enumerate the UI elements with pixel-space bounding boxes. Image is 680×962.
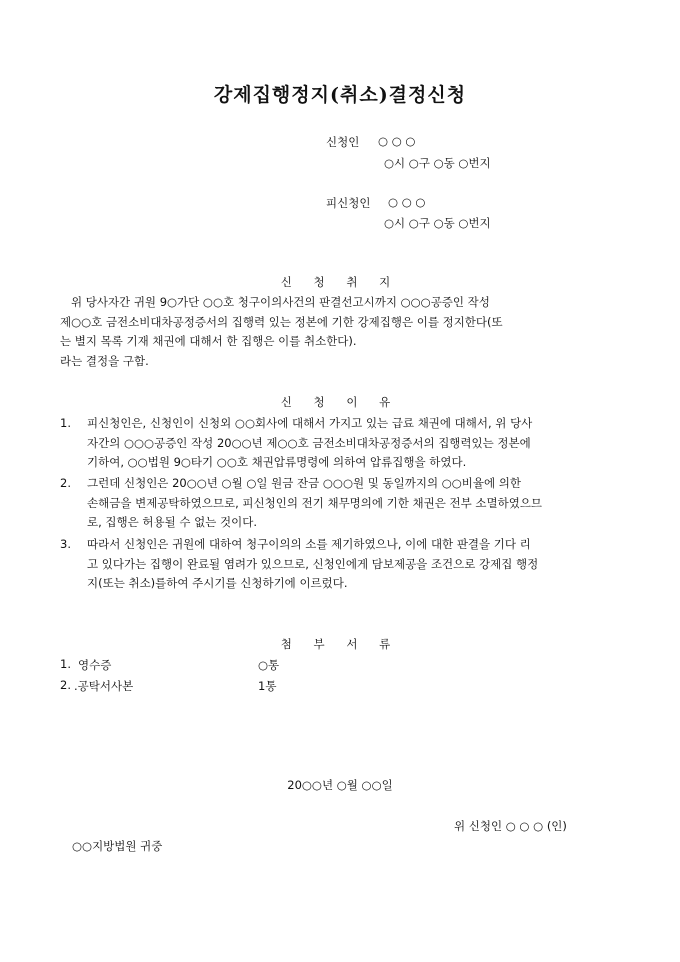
filing-date: 20○○년 ○월 ○○일 — [287, 778, 393, 792]
purpose-line: 위 당사자간 귀원 9○가단 ○○호 청구이의사건의 판결선고시까지 ○○○공증인 작성 — [60, 295, 490, 309]
reason-line: 손해금을 변제공탁하였으므로, 피신청인의 전기 채무명의에 기한 채권은 전부 소멸하였으므 — [87, 495, 543, 510]
respondent-address: ○시 ○구 ○동 ○번지 — [384, 216, 491, 230]
reason-line: 로, 집행은 허용될 수 없는 것이다. — [87, 515, 258, 529]
purpose-body — [60, 293, 620, 371]
reason-line: 기하여, ○○법원 9○타기 ○○호 채권압류명령에 의하여 압류집행을 하였다. — [87, 455, 467, 469]
reason-line: 피신청인은, 신청인이 신청외 ○○회사에 대해서 가지고 있는 급료 채권에 대해서, 위 당사 — [87, 416, 533, 430]
reason-item-1 — [60, 414, 622, 473]
applicant-address: ○시 ○구 ○동 ○번지 — [384, 156, 491, 170]
purpose-heading: 신 청 취 지 — [280, 275, 400, 289]
reason-line: 자간의 ○○○공증인 작성 20○○년 제○○호 금전소비대차공정증서의 집행력있는 정본에 — [87, 435, 531, 450]
purpose-line: 제○○호 금전소비대차공정증서의 집행력 있는 정본에 기한 강제집행은 이를 정지한다(또 — [60, 314, 503, 329]
applicant-label: 신청인 — [326, 135, 360, 149]
attachment-name: .공탁서사본 — [74, 679, 134, 693]
applicant-signature: 위 신청인 ○ ○ ○ (인) — [454, 819, 567, 833]
attachment-qty: ○통 — [258, 658, 280, 672]
purpose-line: 라는 결정을 구함. — [60, 353, 149, 368]
reasons-heading: 신 청 이 유 — [280, 395, 400, 409]
purpose-line: 는 별지 목록 기재 채권에 대해서 한 집행은 이를 취소한다). — [60, 334, 357, 348]
respondent-name: ○ ○ ○ — [388, 195, 426, 209]
reason-number: 3. — [60, 537, 71, 551]
applicant-name: ○ ○ ○ — [378, 134, 416, 148]
attachment-number: 2. — [60, 678, 71, 692]
document-title: 강제집행정지(취소)결정신청 — [213, 84, 467, 106]
reason-item-2 — [60, 474, 622, 533]
reason-line: 따라서 신청인은 귀원에 대하여 청구이의의 소를 제기하였으나, 이에 대한 판결을 기다 리 — [87, 537, 531, 551]
reason-number: 1. — [60, 416, 71, 430]
reason-line: 고 있다가는 집행이 완료될 염려가 있으므로, 신청인에게 담보제공을 조건으로 강제집 행정 — [87, 556, 539, 571]
attachment-name: 영수증 — [78, 658, 112, 672]
reason-number: 2. — [60, 476, 71, 490]
attachment-qty: 1통 — [258, 679, 277, 693]
reason-line: 그런데 신청인은 20○○년 ○월 ○일 원금 잔금 ○○○원 및 동일까지의 ○○비율에 의한 — [87, 476, 521, 490]
attachments-heading: 첨 부 서 류 — [280, 637, 400, 651]
reason-line: 지(또는 취소)를하여 주시기를 신청하기에 이르렀다. — [87, 576, 348, 590]
respondent-label: 피신청인 — [326, 196, 371, 210]
court-addressee: ○○지방법원 귀중 — [72, 839, 163, 853]
reason-item-3 — [60, 535, 622, 594]
attachment-number: 1. — [60, 657, 71, 671]
